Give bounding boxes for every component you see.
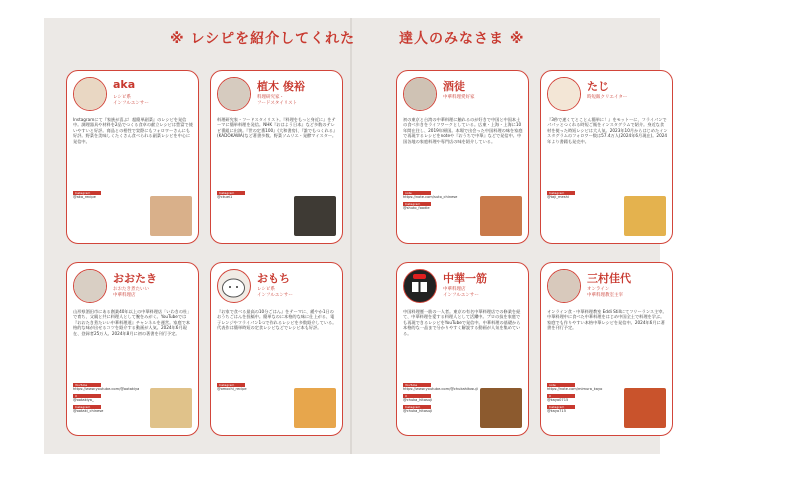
link-tag: note [403, 191, 431, 195]
profile-name: おもち [257, 272, 290, 285]
link-handle[interactable]: @kayo715 [547, 409, 566, 413]
profile-card-shuto [396, 70, 529, 244]
section-title-right: 達人のみなさま ※ [399, 31, 525, 47]
profile-links [547, 189, 617, 200]
profile-bio: 初の東京と台湾の中華料理に触れるのが好きで中国と中国本土の食べ歩きをライフワークとしている。広東・上海・上海に10年間在住し、2019年帰国。本場で出会った中国料理の味を家庭で再現するレシピをnoteや『おうちで中華』などで発信中。中国各地の家庭料理や専門店の味を紹介している。 [403, 117, 523, 144]
mochi-character-icon [218, 270, 249, 301]
link-handle[interactable]: @kayo0715 [547, 398, 569, 402]
link-handle[interactable]: @chuka_hitosuji [403, 409, 433, 413]
profile-role: 時短飯クリエイター [587, 95, 628, 100]
link-tag: Instagram [547, 191, 575, 195]
profile-links [73, 381, 143, 414]
profile-name: 中華一筋 [443, 272, 487, 285]
avatar [217, 77, 251, 111]
book-cover [294, 196, 336, 236]
profile-role: レシピ系 インフルエンサー [257, 287, 293, 298]
profile-bio: 『3秒で速くてとことん簡単に！』をモットーに、フライパンでパパッとつくれる時短ご飯をインスタグラムで紹介。身近な食材を使った時短レシピは大人気。2023年10月からはじめたインスタグラムのフォロワー数は57.4万人(2024年6月現在)。2024年より書籍も発売中。 [547, 117, 668, 144]
profile-bio: Instagramにて『家族が喜ぶ！超簡単副菜』のレシピを発信中。調理器具や材料を2品でつくる食卓の献立レシピは豊富で使いやすいと好評。商品との相性で実際にもフォロワーさんにも好評。野菜を美味しくたくさん食べられる副菜レシピを中心に発信中。 [73, 117, 193, 144]
avatar [403, 269, 437, 303]
profile-name: aka [113, 78, 136, 91]
profile-card-ootaki [66, 262, 199, 436]
profile-name: 酒徒 [443, 80, 465, 93]
avatar [217, 269, 251, 303]
profile-links [217, 189, 287, 200]
book-cover [624, 196, 666, 236]
profile-role: 料理研究家・ フードスタイリスト [257, 95, 298, 106]
avatar [547, 269, 581, 303]
section-title-left: ※ レシピを紹介してくれた [170, 31, 356, 47]
link-handle[interactable]: @ckuei1 [217, 195, 233, 199]
link-tag: Instagram [547, 405, 575, 409]
profile-name: 植木 俊裕 [257, 80, 305, 93]
recipe-photo [294, 388, 336, 428]
profile-links [73, 189, 143, 200]
link-tag: Instagram [73, 405, 101, 409]
link-tag: X [547, 394, 575, 398]
profile-name: 三村佳代 [587, 272, 631, 285]
link-handle[interactable]: @ootakiya_ [73, 398, 94, 402]
link-tag: Instagram [403, 202, 431, 206]
profile-role: 中華料理愛好家 [443, 95, 475, 100]
book-cover [480, 196, 522, 236]
link-tag: YouTube [73, 383, 101, 387]
profile-role: オンライン 中華料理教室主宰 [587, 287, 623, 298]
link-handle[interactable]: @shuto_foodie [403, 206, 430, 210]
avatar [73, 77, 107, 111]
profile-bio: 山形県酒田市にある創業40年以上の中華料理店「いわきの杜」で育ち、父親と共に料理人として腕をみがく。YouTubeでは『おおたき煮たいい中華料理道』チャンネルを運営。家庭で本格的な味が出せるコツを紹介する動画が人気。2024年6月現在、登録者25万人。2024年8月に初の著書を刊行予定。 [73, 309, 192, 336]
profile-bio: オンライン食・中華料理教室 Eddi Stillにてフリーランス主宰。中華料理中に食べた中華料理をはじめ中国全土で料理を学ぶ。家庭でも作りやすい本格中華レシピを発信中。2024年6月に著書を刊行予定。 [547, 309, 667, 331]
profile-bio: 料理研究家・フードスタイリスト。『料理をもっと身近に』をテーマに簡単料理を発信。NHK『おはよう日本』など多数のテレビ番組に出演。『世の定番100』(大和書房)、『誰でもつくれる』(KADOKAWA)など著書多数。野菜ソムリエ・発酵マイスター。 [217, 117, 338, 139]
profile-bio: 『お家で食べる最高の10分ごはん』をテーマに、緩やか1日のおうちごはんを投稿中。簡単なのに本格的な味に仕上がる、電子レンジやフライパン1つで作れるレシピを多数紹介している。代表作は簡単時短の定食レシピなどでレシピ本も好評。 [217, 309, 337, 331]
profile-card-taji [540, 70, 673, 244]
link-handle[interactable]: @taji_meshi [547, 195, 569, 199]
link-tag: X [403, 394, 431, 398]
link-tag: YouTube [403, 383, 431, 387]
profile-links [403, 189, 473, 211]
avatar [403, 77, 437, 111]
link-handle[interactable]: @omochi_recipe [217, 387, 247, 391]
link-tag: X [73, 394, 101, 398]
book-cover [480, 388, 522, 428]
link-handle[interactable]: https://www.youtube.com/@chukahitosuji [403, 387, 478, 391]
link-handle[interactable]: https://note.com/mimura_kayo [547, 387, 603, 391]
page-spine [350, 18, 352, 454]
magazine-spread [44, 18, 668, 454]
profile-card-aka [66, 70, 199, 244]
link-tag: Instagram [403, 405, 431, 409]
link-tag: Instagram [73, 191, 101, 195]
link-tag: note [547, 383, 575, 387]
profile-card-ueki [210, 70, 343, 244]
profile-name: たじ [587, 80, 609, 93]
link-handle[interactable]: @aka_recipe [73, 195, 96, 199]
profile-card-chuka-hitosuji [396, 262, 529, 436]
link-tag: Instagram [217, 383, 245, 387]
profile-name: おおたき [113, 272, 157, 285]
link-handle[interactable]: @chuka_hitosuji [403, 398, 433, 402]
book-cover [150, 388, 192, 428]
avatar [73, 269, 107, 303]
link-handle[interactable]: https://www.youtube.com/@ootakiya [73, 387, 140, 391]
profile-links [403, 381, 478, 414]
profile-card-omochi [210, 262, 343, 436]
profile-card-mimura [540, 262, 673, 436]
profile-links [217, 381, 287, 392]
profile-links [547, 381, 617, 414]
link-handle[interactable]: https://note.com/suto_chinese [403, 195, 458, 199]
profile-role: 中華料理店 インフルエンサー [443, 287, 479, 298]
chuka-logo-icon [404, 270, 435, 301]
avatar [547, 77, 581, 111]
book-cover [624, 388, 666, 428]
profile-bio: 中国料理歴一筋の一人者。東京の有名中華料理店での修業を経て、中華料理を愛する料理人として活躍中。プロの技を家庭でも再現できるレシピをYouTubeで発信中。中華料理の基礎から本格的な一品まで分かりやすく解説する動画が人気を集めている。 [403, 309, 521, 336]
profile-role: レシピ系 インフルエンサー [113, 95, 149, 106]
profile-role: おおたき煮たいい 中華料理店 [113, 287, 149, 298]
link-handle[interactable]: @ootaki_chinese [73, 409, 104, 413]
recipe-photo [150, 196, 192, 236]
link-tag: Instagram [217, 191, 245, 195]
